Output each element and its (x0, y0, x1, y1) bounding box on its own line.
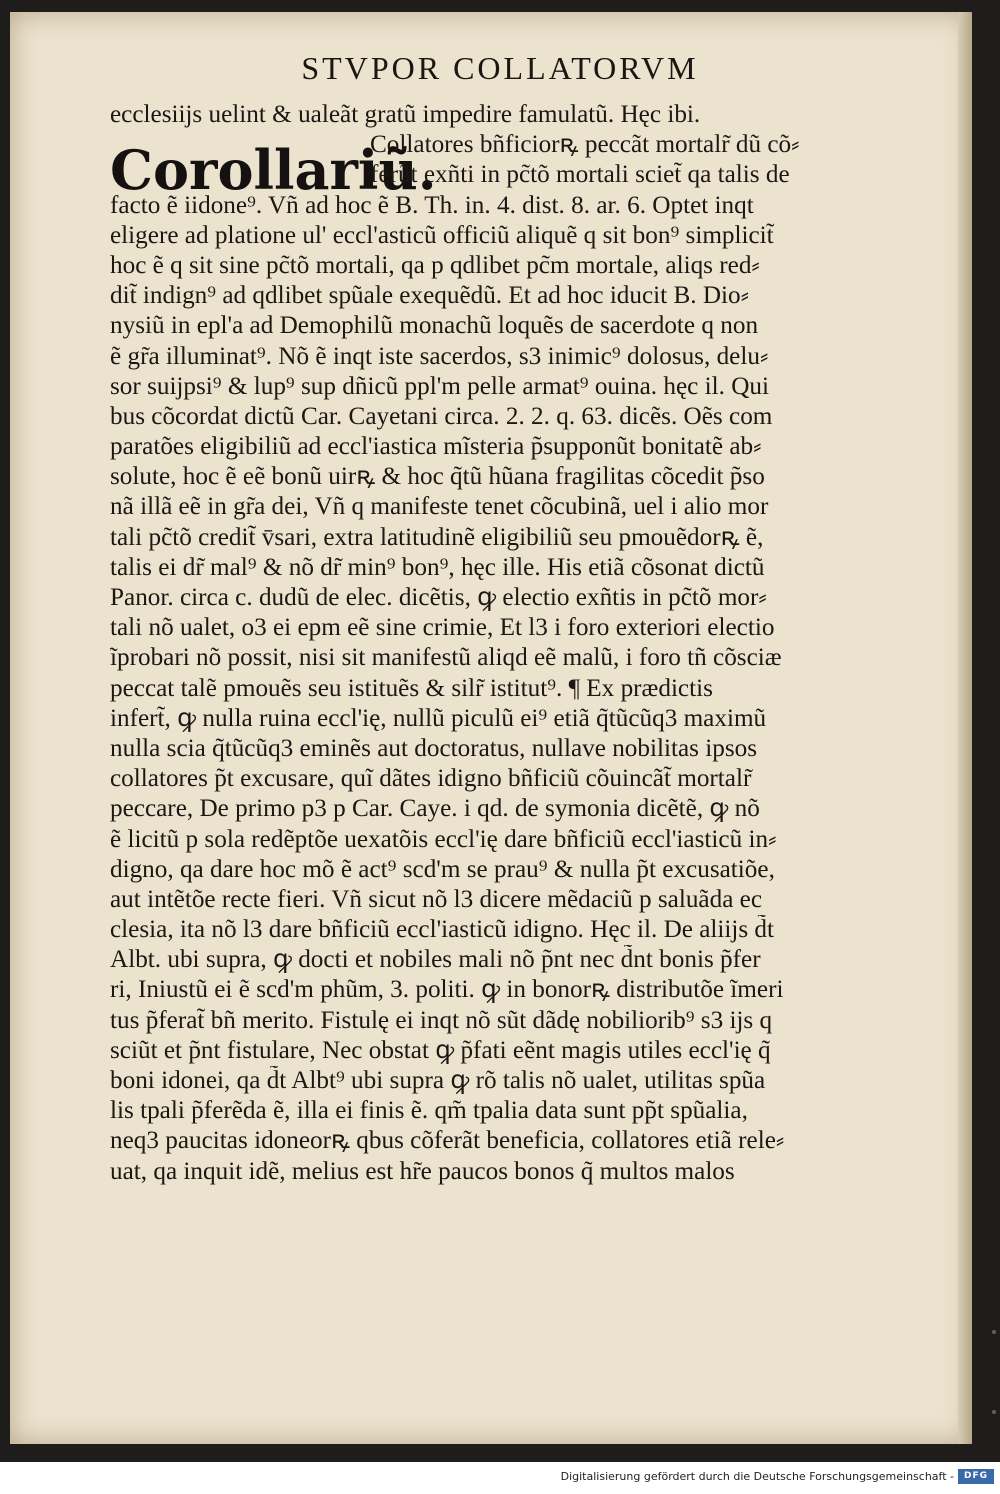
text-line: collatores p̃t excusare, quĩ dãtes idigno bñficiũ cõuincãt̃ mortalr̃ (110, 765, 752, 793)
decorated-initial: Corollariũ. (110, 138, 437, 202)
text-line: uat, qa inquit idẽ, melius est hr̃e paucos bonos q̃ multos malos (110, 1157, 735, 1185)
text-line: ecclesiĳs uelint & ualeãt gratũ impedire famulatũ. Hęc ibi. (110, 101, 701, 128)
page-speck (992, 1330, 996, 1334)
text-line: ferũt exñti in pc̃tõ mortali sciet̃ qa talis de (370, 161, 790, 189)
text-line: sor suĳpsi⁹ & lup⁹ sup dñicũ ppl'm pelle armat⁹ ouina. hęc il. Qui (110, 372, 769, 400)
text-line: infert̃, ꝙ nulla ruina eccl'ię, nullũ piculũ ei⁹ etiã q̃tũcũq3 maximũ (110, 704, 767, 732)
text-line: hoc ẽ q sit sine pc̃tõ mortali, qa p qdlibet pc̃m mortale, aliqs red⸗ (110, 251, 760, 279)
text-line: lis tpali p̃ferẽda ẽ, illa ei finis ẽ. qm̃ tpalia data sunt pp̃t spũalia, (110, 1097, 748, 1125)
text-line: Collatores bñficiorꝶ peccãt mortalr̃ dũ cõ⸗ (370, 131, 800, 159)
text-line: nysiũ in epl'a ad Demophilũ monachũ loquẽs de sacerdote q non (110, 312, 759, 340)
text-line: nulla scia q̃tũcũq3 eminẽs aut doctoratus, nullave nobilitas ipsos (110, 734, 758, 762)
text-line: dit̃ indign⁹ ad qdlibet spũale exequẽdũ. Et ad hoc iducit B. Dio⸗ (110, 282, 750, 310)
text-line: bus cõcordat dictũ Car. Cayetani circa. 2. 2. q. 63. dicẽs. Oẽs com (110, 402, 773, 430)
text-line: tali pc̃tõ credit̃ v̄sari, extra latitudinẽ eligibiliũ seu pmouẽdorꝶ ẽ, (110, 523, 764, 551)
text-line: Albt. ubi supra, ꝙ docti et nobiles mali nõ p̃nt nec d̃nt bonis p̃fer (110, 946, 761, 974)
digitization-credit: Digitalisierung gefördert durch die Deutsche Forschungsgemeinschaft - (560, 1470, 954, 1483)
text-line: clesia, ita nõ l3 dare bñficiũ eccl'iasticũ idigno. Hęc il. De aliĳs d̃t (110, 916, 775, 944)
text-line: boni idonei, qa d̃t Albt⁹ ubi supra ꝙ rõ talis nõ ualet, utilitas spũa (110, 1067, 766, 1094)
text-line: nã illã eẽ in gr̃a dei, Vñ q manifeste tenet cõcubinã, uel i alio mor (110, 493, 769, 521)
text-line: aut intẽtõe recte fieri. Vñ sicut nõ l3 dicere mẽdaciũ p saluãda ec (110, 885, 763, 913)
dfg-logo: DFG (958, 1469, 994, 1484)
text-line: ĩprobari nõ possit, nisi sit manifestũ aliqd eẽ malũ, i foro tñ cõsciæ (110, 644, 782, 672)
text-line: eligere ad platione ul' eccl'asticũ officiũ aliquẽ q sit bon⁹ simplicit̃ (110, 221, 774, 249)
text-line: ẽ licitũ p sola redẽptõe uexatõis eccl'ię dare bñficiũ eccl'iasticũ in⸗ (110, 825, 777, 853)
text-line: digno, qa dare hoc mõ ẽ act⁹ scd'm se prau⁹ & nulla p̃t excusatiõe, (110, 855, 775, 883)
page-edge (958, 12, 972, 1444)
text-line: sciũt et p̃nt fistulare, Nec obstat ꝙ p̃fati eẽnt magis utiles eccl'ię q̃ (110, 1036, 771, 1064)
running-header: STVPOR COLLATORVM (301, 50, 699, 86)
text-line: paratões eligibiliũ ad eccl'iastica mĩsteria p̃supponũt bonitatẽ ab⸗ (110, 433, 762, 461)
text-line: neq3 paucitas idoneorꝶ qbus cõferãt beneficia, collatores etiã rele⸗ (110, 1127, 785, 1155)
text-line: peccare, De primo p3 p Car. Caye. i qd. de symonia dicẽtẽ, ꝙ nõ (110, 795, 760, 823)
text-line: tali nõ ualet, o3 ei epm eẽ sine crimie, Et l3 i foro exteriori electio (110, 614, 775, 642)
text-line: facto ẽ iidone⁹. Vñ ad hoc ẽ B. Th. in. 4. dist. 8. ar. 6. Optet inqt (110, 191, 754, 219)
text-line: talis ei dr̃ mal⁹ & nõ dr̃ min⁹ bon⁹, hęc ille. His etiã cõsonat dictũ (110, 553, 765, 581)
text-line: tus p̃ferat̃ bñ merito. Fistulę ei inqt nõ sũt dãdę nobiliorib⁹ s3 ĳs q (110, 1006, 773, 1034)
text-line: ẽ gr̃a illuminat⁹. Nõ ẽ inqt iste sacerdos, s3 inimic⁹ dolosus, delu⸗ (110, 342, 769, 370)
text-line: Panor. circa c. dudũ de elec. dicẽtis, ꝙ electio exñtis in pc̃tõ mor⸗ (110, 584, 767, 611)
text-line: solute, hoc ẽ eẽ bonũ uirꝶ & hoc q̃tũ hũana fragilitas cõcedit p̃so (110, 463, 765, 491)
body-text (110, 100, 900, 1187)
text-line: peccat talẽ pmouẽs seu istituẽs & silr̃ istitut⁹. ¶ Ex prædictis (110, 674, 713, 702)
text-line: ri, Iniustũ ei ẽ scd'm phũm, 3. politi. ꝙ in bonorꝶ distributõe ĩmeri (110, 976, 784, 1004)
page-speck (992, 1410, 996, 1414)
